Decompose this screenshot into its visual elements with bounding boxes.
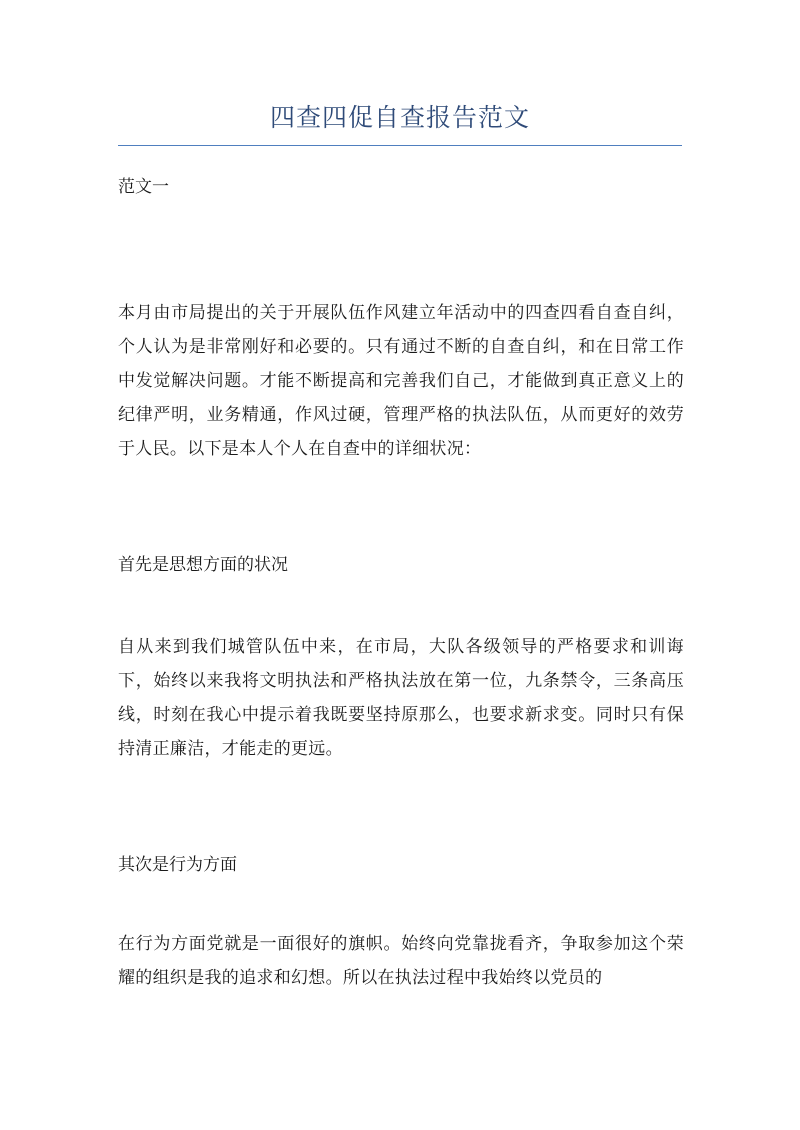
paragraph-intro: 本月由市局提出的关于开展队伍作风建立年活动中的四查四看自查自纠，个人认为是非常刚好和必要的。只有通过不断的自查自纠，和在日常工作中发觉解决问题。才能不断提高和完善我们自己，才能做到真正意义上的纪律严明，业务精通，作风过硬，管理严格的执法队伍，从而更好的效劳于人民。以下是本人个人在自查中的详细状况： [118, 303, 684, 459]
title-underline [118, 145, 682, 146]
section-label: 范文一 [118, 177, 169, 197]
heading-behavior: 其次是行为方面 [118, 855, 237, 875]
paragraph-behavior: 在行为方面党就是一面很好的旗帜。始终向党靠拢看齐，争取参加这个荣耀的组织是我的追求和幻想。所以在执法过程中我始终以党员的 [118, 934, 684, 988]
paragraph-thought: 自从来到我们城管队伍中来，在市局，大队各级领导的严格要求和训诲下，始终以来我将文明执法和严格执法放在第一位，九条禁令，三条高压线，时刻在我心中提示着我既要坚持原那么，也要求新求变。同时只有保持清正廉洁，才能走的更远。 [118, 637, 684, 759]
document-title: 四查四促自查报告范文 [269, 103, 530, 132]
heading-thought: 首先是思想方面的状况 [118, 555, 288, 575]
